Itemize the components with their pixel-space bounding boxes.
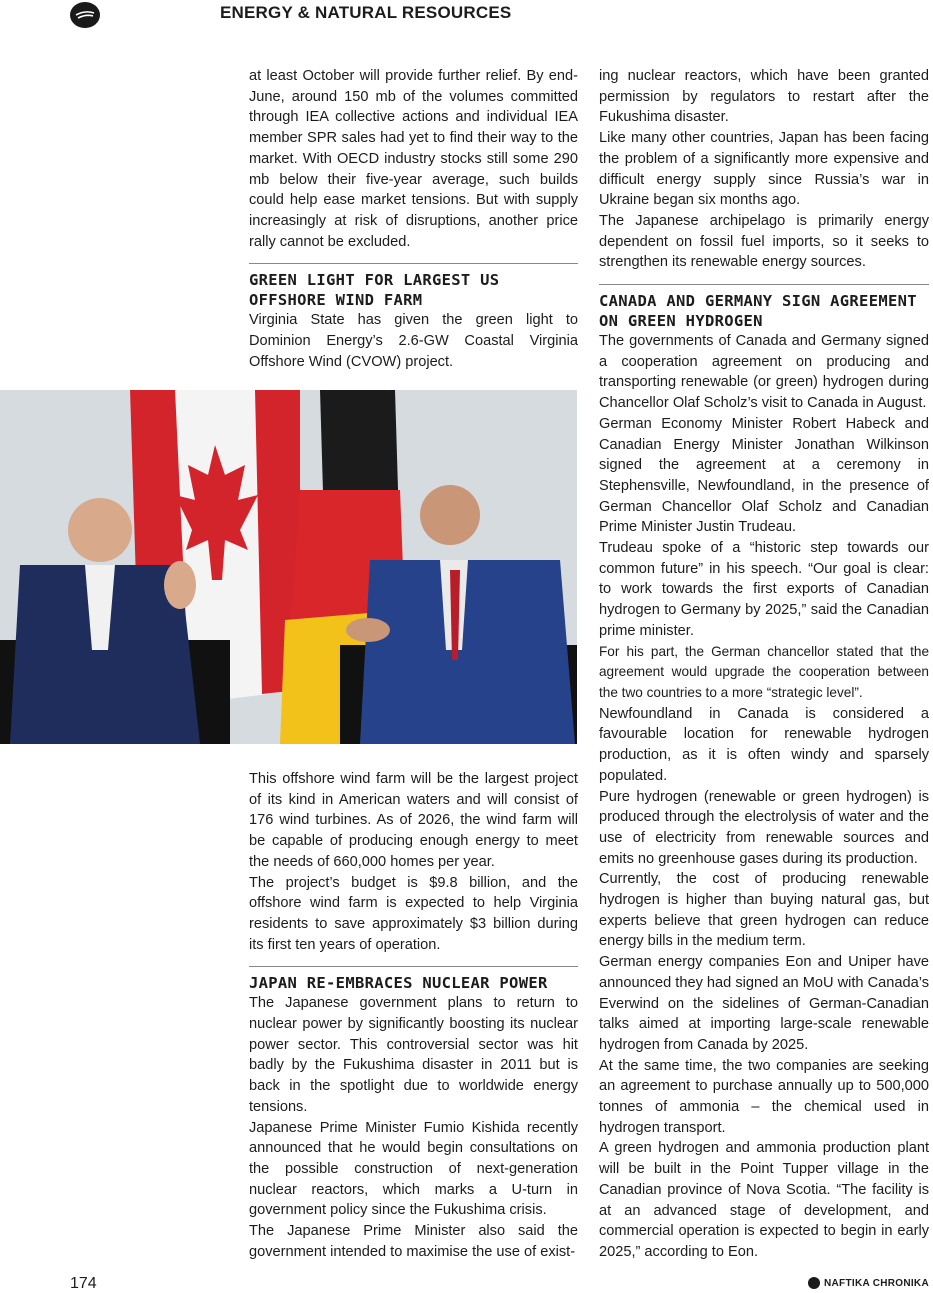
paragraph: The governments of Canada and Germany signed a cooperation agreement on producing and transporting renewable (or green) hydrogen during Chancellor Olaf Scholz’s visit to Canada in August. <box>599 333 929 412</box>
section-title: ENERGY & NATURAL RESOURCES <box>220 3 512 22</box>
leaders-photo <box>0 390 577 744</box>
page-number: 174 <box>70 1275 97 1292</box>
paragraph: Japanese Prime Minister Fumio Kishida recently announced that he would begin consultations on the possible construction of next-generation nuclear reactors, which marks a U-turn in government policy since the Fukushima crisis. <box>249 1119 578 1219</box>
paragraph: At the same time, the two companies are seeking an agreement to purchase annually up to 500,000 tonnes of ammonia – the chemical used in hydrogen transport. <box>599 1057 929 1136</box>
paragraph: The Japanese government plans to return to nuclear power by significantly boosting its nuclear power sector. This controversial sector was hit badly by the Fukushima disaster in 2011 but is back in the spotlight due to worldwide energy tensions. <box>249 995 578 1115</box>
left-column-bottom <box>249 769 578 1262</box>
paragraph: The Japanese Prime Minister also said the government intended to maximise the use of exist- <box>249 1223 578 1260</box>
section-heading-japan: JAPAN RE-EMBRACES NUCLEAR POWER <box>249 974 548 993</box>
paragraph: at least October will provide further relief. By end-June, around 150 mb of the volumes committed through IEA collective actions and individual IEA member SPR sales had yet to find their way to the market. With OECD industry stocks still some 290 mb below their five-year average, such builds could help ease market tensions. But with supply increasingly at risk of disruptions, another price rally cannot be excluded. <box>249 68 578 250</box>
paragraph: Newfoundland in Canada is considered a favourable location for renewable hydrogen production, as it is often windy and sparsely populated. <box>599 705 929 784</box>
paragraph: Currently, the cost of producing renewable hydrogen is higher than buying natural gas, but experts believe that green hydrogen can reduce energy bills in the medium term. <box>599 871 929 950</box>
paragraph: The Japanese archipelago is primarily energy dependent on fossil fuel imports, so it seeks to strengthen its renewable energy sources. <box>599 212 929 271</box>
section-heading-block <box>249 263 578 372</box>
paragraph: Trudeau spoke of a “historic step towards our common future” in his speech. “Our goal is clear: to work towards the first exports of Canadian hydrogen to Germany by 2025,” said the Canadian prime minister. <box>599 540 929 639</box>
paragraph: This offshore wind farm will be the largest project of its kind in American waters and will consist of 176 wind turbines. As of 2026, the wind farm will be capable of producing enough energy to meet the needs of 660,000 homes per year. <box>249 771 578 870</box>
footer-brand <box>808 1277 929 1289</box>
paragraph: The project’s budget is $9.8 billion, and the offshore wind farm is expected to help Virginia residents to save approximately $3 billion during its first ten years of operation. <box>249 874 578 953</box>
paragraph: A green hydrogen and ammonia production plant will be built in the Point Tupper village in the Canadian province of Nova Scotia. “The facility is at an advanced stage of development, and commercial operation is expected to begin in early 2025,” according to Eon. <box>599 1140 929 1260</box>
section-heading-block <box>599 284 929 1263</box>
section-heading-hydrogen: CANADA AND GERMANY SIGN AGREEMENT ON GREEN HYDROGEN <box>599 292 917 331</box>
paragraph: ing nuclear reactors, which have been granted permission by regulators to restart after the Fukushima disaster. <box>599 68 929 126</box>
paragraph: German energy companies Eon and Uniper have announced they had signed an MoU with Canada’s Everwind on the sidelines of German-Canadian talks aimed at importing large-scale renewable hydrogen from Canada by 2025. <box>599 954 929 1053</box>
brand-name: NAFTIKA CHRONIKA <box>824 1277 929 1289</box>
right-column <box>599 66 929 1263</box>
brand-logo-icon <box>808 1277 820 1289</box>
paragraph: German Economy Minister Robert Habeck and Canadian Energy Minister Jonathan Wilkinson signed the agreement at a ceremony in Stephensville, Newfoundland, in the presence of German Chancellor Olaf Scholz and Canadian Prime Minister Justin Trudeau. <box>599 415 929 536</box>
magazine-logo-icon <box>70 2 100 28</box>
leaders-photo-illustration <box>0 390 577 744</box>
section-heading-wind-farm: GREEN LIGHT FOR LARGEST US OFFSHORE WIND FARM <box>249 271 500 310</box>
paragraph: Pure hydrogen (renewable or green hydrogen) is produced through the electrolysis of water and the use of electricity from renewable sources and emits no greenhouse gases during its production. <box>599 788 929 867</box>
left-column-top <box>249 66 578 372</box>
paragraph: For his part, the German chancellor stated that the agreement would upgrade the cooperation between the two countries to a more “strategic level”. <box>599 643 929 700</box>
paragraph: Virginia State has given the green light to Dominion Energy’s 2.6-GW Coastal Virginia Offshore Wind (CVOW) project. <box>249 312 578 370</box>
section-heading-block <box>249 966 578 1262</box>
paragraph: Like many other countries, Japan has been facing the problem of a significantly more expensive and difficult energy supply since Russia’s war in Ukraine began six months ago. <box>599 130 929 209</box>
